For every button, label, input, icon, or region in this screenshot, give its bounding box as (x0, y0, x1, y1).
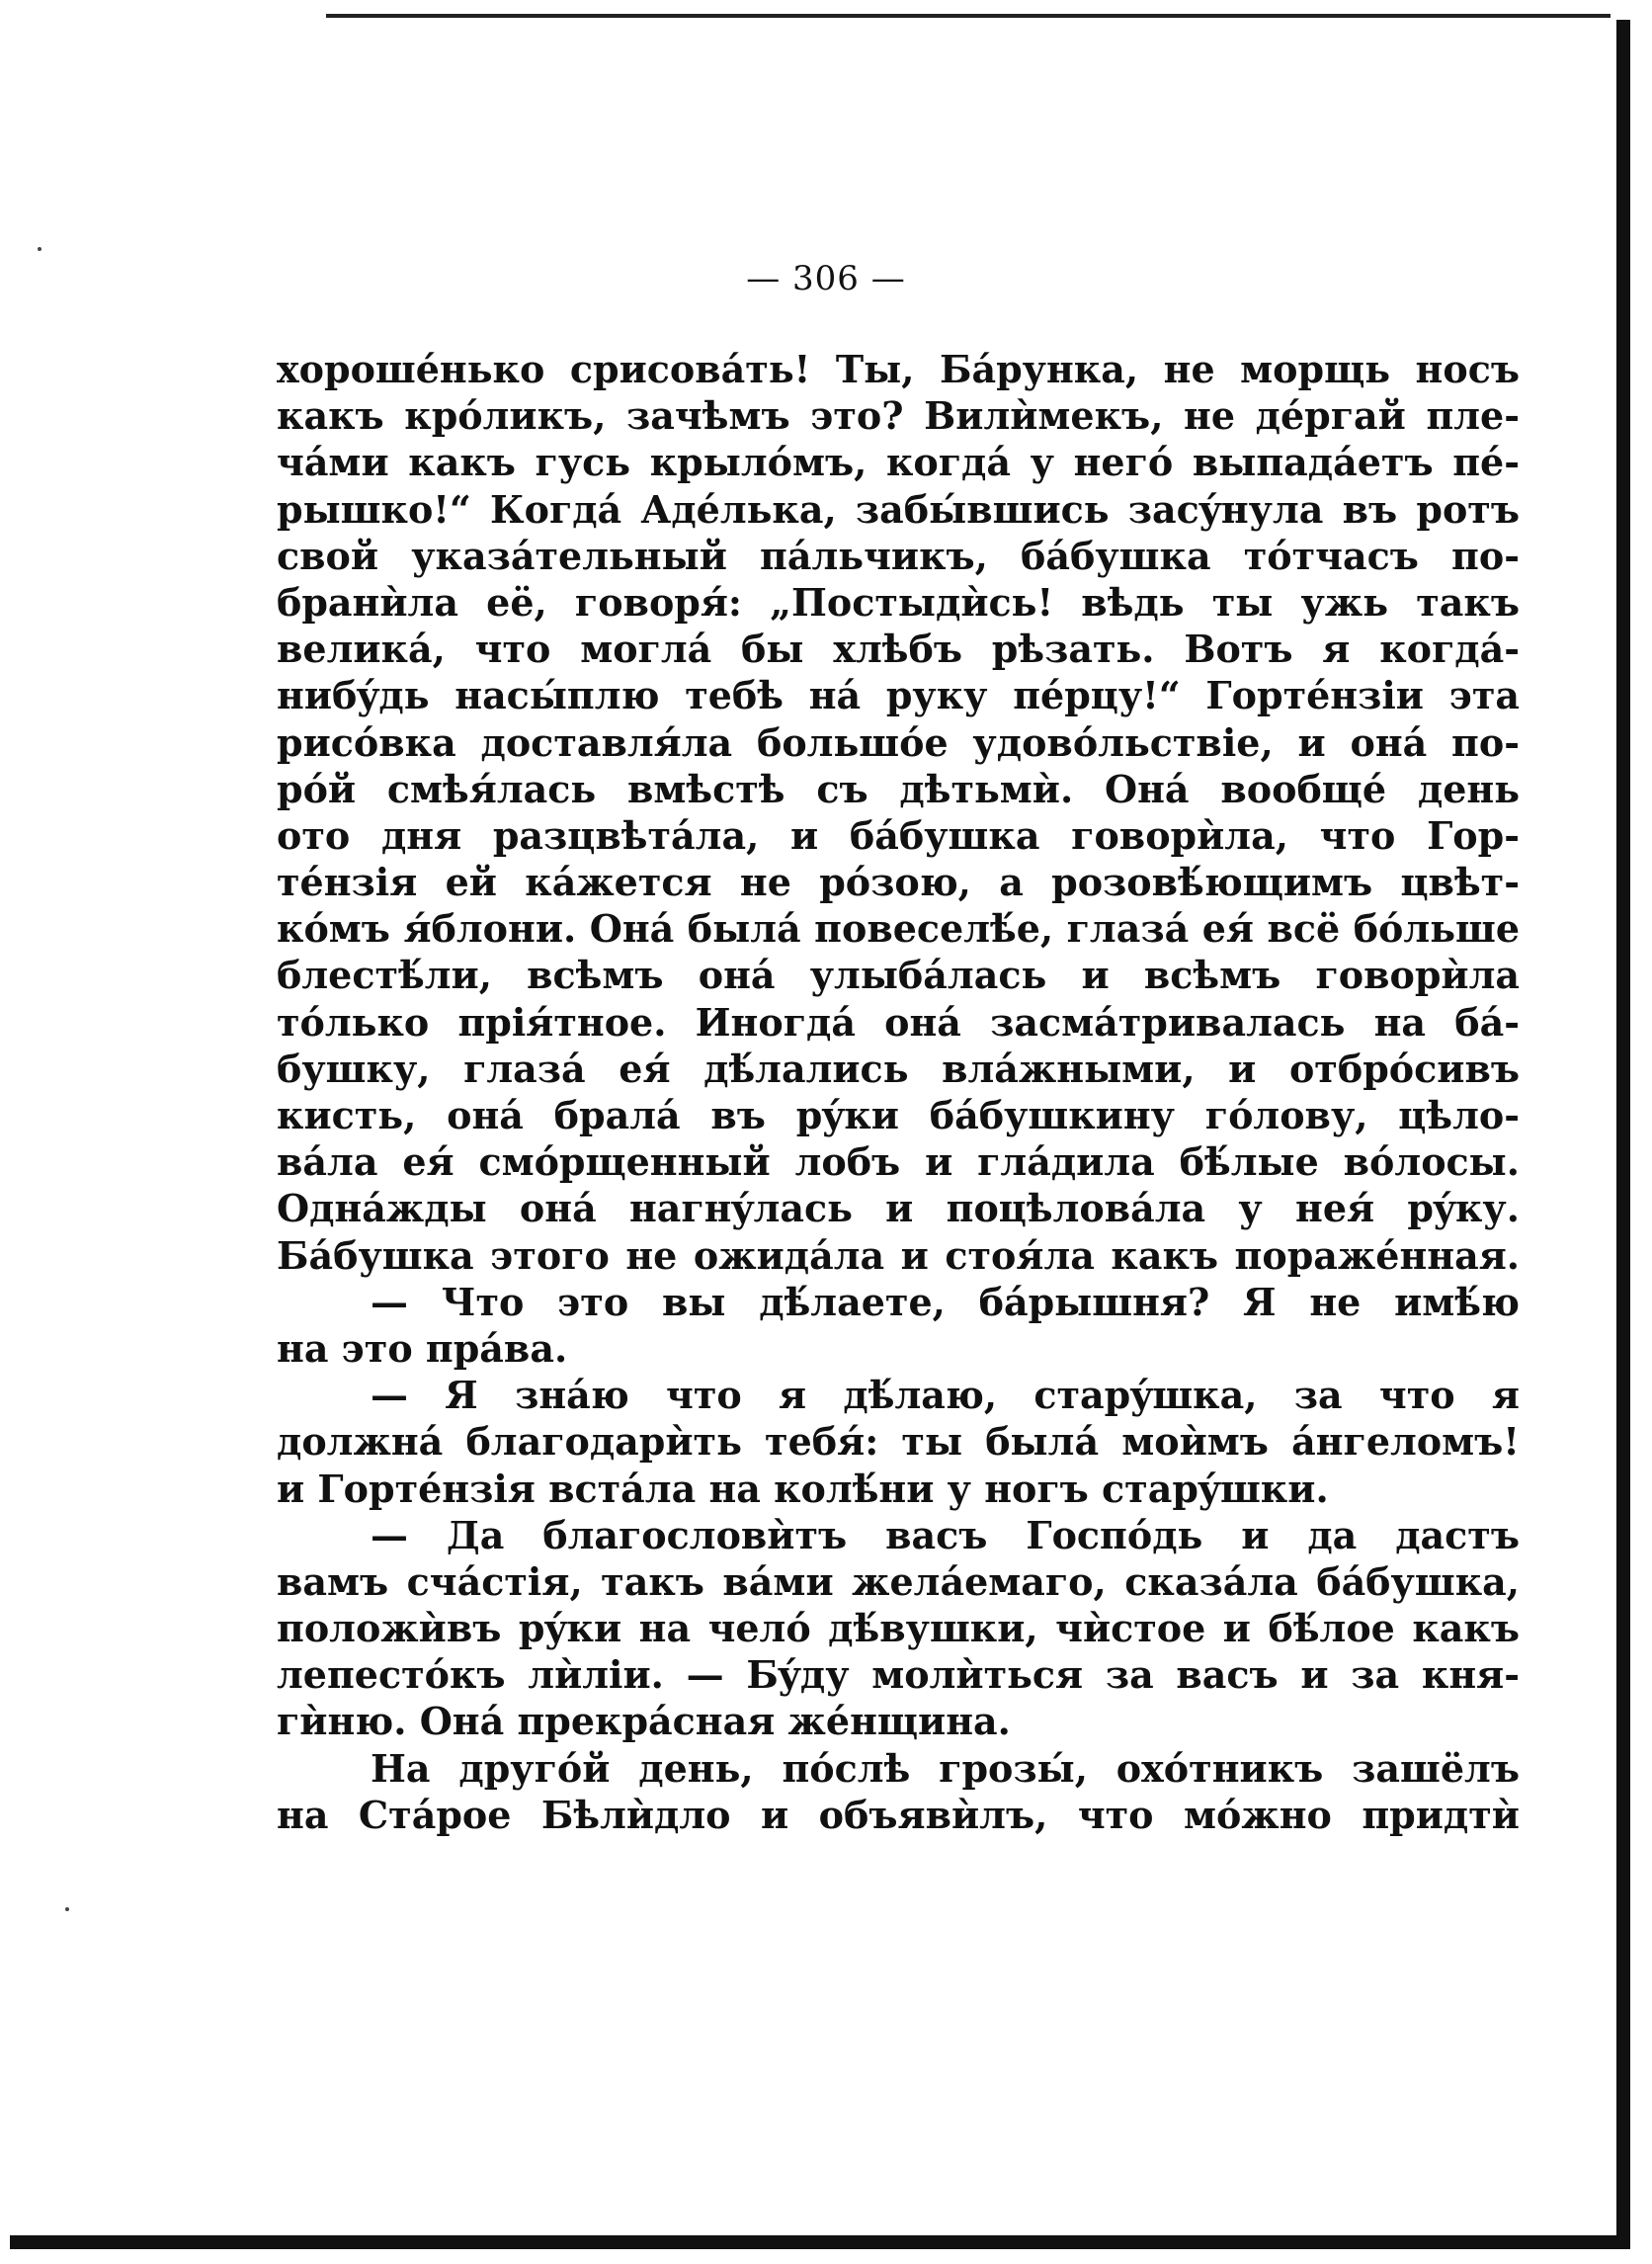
text-line: блестѣ́ли, всѣмъ онá улыбáлась и всѣмъ говорѝла (277, 953, 1520, 998)
scan-speck (65, 1907, 69, 1911)
text-line: свой указáтельный пáльчикъ, бáбушка тóтчасъ по- (277, 533, 1520, 578)
text-line: ото дня разцвѣтáла, и бáбушка говорѝла, что Гор- (277, 812, 1520, 858)
body-text (277, 346, 1520, 1838)
text-line: кисть, онá бралá въ рýки бáбушкину гóлову, цѣло- (277, 1093, 1520, 1137)
text-line: вамъ счáстія, такъ вáми желáемаго, сказáла бáбушка, (277, 1558, 1520, 1604)
text-line: положѝвъ рýки на челó дѣ́вушки, чѝстое и бѣ́лое какъ (277, 1606, 1520, 1651)
text-line: вáла ея́ смóрщенный лобъ и глáдила бѣ́лые вóлосы. (277, 1139, 1520, 1185)
text-line: тéнзія ей кáжется не рóзою, а розовѣ́ющимъ цвѣт- (277, 860, 1520, 905)
page-number: — 306 — (746, 259, 906, 298)
text-line: тóлько прія́тное. Иногдá онá засмáтривалась на бá- (277, 999, 1520, 1045)
text-line: — Что это вы дѣ́лаете, бáрышня? Я не имѣ́ю (371, 1279, 1520, 1324)
text-line: Бáбушка этого не ожидáла и стоя́ла какъ поражéнная. (277, 1232, 1520, 1278)
text-line: гѝню. Онá прекрáсная жéнщина. (277, 1699, 1011, 1744)
text-line: хорошéнько срисовáть! Ты, Бáрунка, не морщь носъ (277, 347, 1520, 391)
text-line: великá, что моглá бы хлѣбъ рѣзать. Вотъ я когдá- (277, 627, 1520, 672)
text-line: на Стáрое Бѣлѝдло и объявѝлъ, что мóжно придтѝ (277, 1792, 1520, 1837)
text-line: рышко!“ Когдá Адéлька, забы́вшись засýнула въ ротъ (277, 486, 1520, 532)
text-line: бранѝла её, говоря́: „Постыдѝсь! вѣдь ты ужь такъ (277, 579, 1520, 625)
text-line: должнá благодарѝть тебя́: ты былá моѝмъ áнгеломъ! (277, 1419, 1520, 1465)
scan-speck (38, 247, 41, 251)
text-line: нибýдь насы́плю тебѣ нá руку пéрцу!“ Гортéнзіи эта (277, 673, 1520, 718)
bottom-scan-border (10, 2235, 1630, 2249)
text-line: и Гортéнзія встáла на колѣ́ни у ногъ старýшки. (277, 1466, 1329, 1511)
text-line: — Да благословѝтъ васъ Госпóдь и да дастъ (371, 1512, 1520, 1557)
text-line: бушку, глазá ея́ дѣ́лались влáжными, и отбрóсивъ (277, 1046, 1520, 1091)
text-line: чáми какъ гусь крылóмъ, когдá у негó выпадáетъ пé- (277, 440, 1520, 485)
top-edge-rule (326, 14, 1611, 18)
text-line: кóмъ я́блони. Онá былá повеселѣ́е, глазá ея́ всё бóльше (277, 906, 1520, 952)
text-line: рисóвка доставля́ла большóе удовóльствіе, и онá по- (277, 719, 1520, 765)
text-line: — Я знáю что я дѣ́лаю, старýшка, за что я (371, 1373, 1520, 1418)
text-line: Однáжды онá нагнýлась и поцѣловáла у нея́ рýку. (277, 1186, 1520, 1231)
text-line: рóй смѣя́лась вмѣстѣ съ дѣтьмѝ. Онá вообщé день (277, 766, 1520, 811)
text-line: лепестóкъ лѝліи. — Бýду молѝться за васъ и за кня- (277, 1652, 1520, 1698)
text-line: На другóй день, пóслѣ грозы́, охóтникъ зашёлъ (371, 1745, 1520, 1791)
right-scan-border (1616, 20, 1630, 2248)
text-line: какъ крóликъ, зачѣмъ это? Вилѝмекъ, не дéргай пле- (277, 393, 1520, 439)
text-line: на это прáва. (277, 1325, 568, 1371)
